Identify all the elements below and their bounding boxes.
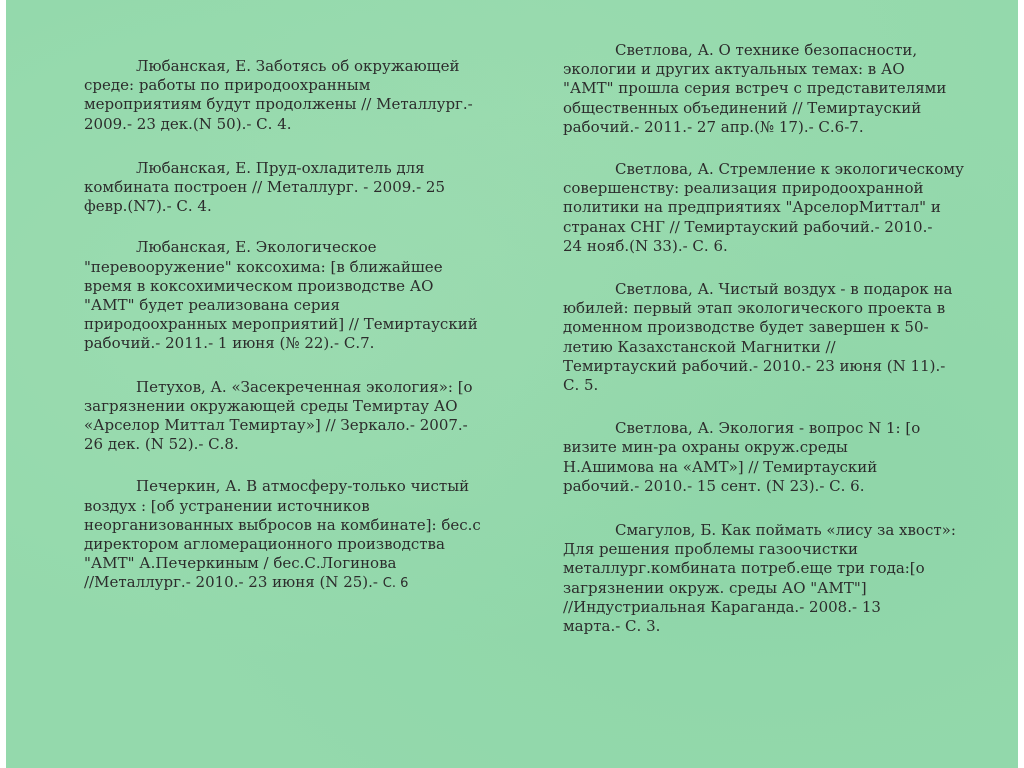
entry-line: политики на предприятиях "АрселорМиттал" и	[563, 198, 941, 217]
entry-line: //Металлург.- 2010.- 23 июня (N 25).-	[84, 573, 383, 592]
bibliography-entry	[563, 521, 983, 636]
entry-line: Печеркин, А. В атмосферу-только чистый	[136, 477, 470, 496]
entry-line: марта.- С. 3.	[563, 617, 661, 636]
entry-line: Смагулов, Б. Как поймать «лису за хвост»:	[615, 521, 956, 540]
entry-line: "перевооружение" коксохима: [в ближайшее	[84, 257, 443, 276]
entry-line: воздух : [об устранении источников	[84, 496, 370, 515]
entry-line: летию Казахстанской Магнитки //	[563, 337, 836, 356]
entry-line: «Арселор Миттал Темиртау»] // Зеркало.- 2007.-	[84, 416, 468, 435]
entry-line: экологии и других актуальных темах: в АО	[563, 60, 905, 79]
bibliography-entry	[84, 477, 484, 593]
entry-line: С. 5.	[563, 376, 599, 395]
entry-line: Темиртауский рабочий.- 2010.- 23 июня (N 11).-	[563, 356, 946, 375]
entry-line: Любанская, Е. Заботясь об окружающей	[136, 57, 460, 75]
entry-line: загрязнении окруж. среды АО "АМТ"]	[563, 578, 867, 597]
entry-line: рабочий.- 2011.- 1 июня (№ 22).- С.7.	[84, 334, 375, 353]
entry-line: неорганизованных выбросов на комбинате]: бес.с	[84, 515, 481, 534]
entry-line: загрязнении окружающей среды Темиртау АО	[84, 396, 458, 415]
bibliography-entry	[84, 238, 484, 353]
entry-line: юбилей: первый этап экологического проекта в	[563, 299, 946, 318]
entry-line: "АМТ" А.Печеркиным / бес.С.Логинова	[84, 554, 397, 573]
entry-line: //Индустриальная Караганда.- 2008.- 13	[563, 597, 881, 616]
entry-line: Любанская, Е. Экологическое	[136, 238, 377, 257]
entry-line: общественных объединений // Темиртауский	[563, 98, 922, 117]
entry-line: Светлова, А. Экология - вопрос N 1: [о	[615, 419, 921, 438]
entry-line: Светлова, А. Стремление к экологическому	[615, 160, 964, 179]
entry-line: металлург.комбината потреб.еще три года:[о	[563, 559, 925, 578]
entry-line: визите мин-ра охраны окруж.среды	[563, 438, 848, 457]
entry-line: странах СНГ // Темиртауский рабочий.- 2010.-	[563, 217, 933, 236]
entry-line: Для решения проблемы газоочистки	[563, 540, 858, 559]
entry-line: Петухов, А. «Засекреченная экология»: [о	[136, 377, 473, 396]
entry-line: февр.(N7).- С. 4.	[84, 197, 212, 216]
entry-line: комбината построен // Металлург. - 2009.- 25	[84, 178, 445, 197]
entry-line: 24 нояб.(N 33).- С. 6.	[563, 236, 728, 255]
entry-line: время в коксохимическом производстве АО	[84, 276, 434, 295]
bibliography-entry	[84, 159, 484, 217]
bibliography-entry	[84, 57, 484, 134]
entry-line: Любанская, Е. Пруд-охладитель для	[136, 158, 425, 177]
right-column	[563, 0, 983, 661]
entry-page-tail: С. 6	[382, 576, 409, 592]
entry-line: мероприятиям будут продолжены // Металлург.-	[84, 95, 473, 114]
entry-line: доменном производстве будет завершен к 50-	[563, 318, 929, 337]
entry-line: 2009.- 23 дек.(N 50).- С. 4.	[84, 114, 292, 133]
entry-line: "АМТ" будет реализована серия	[84, 296, 340, 315]
bibliography-entry	[563, 160, 983, 256]
entry-line: "АМТ" прошла серия встреч с представителями	[563, 79, 947, 98]
bibliography-entry	[84, 378, 484, 455]
left-column	[84, 0, 484, 619]
slide-background	[6, 0, 1018, 768]
bibliography-entry	[563, 419, 983, 496]
entry-line: рабочий.- 2010.- 15 сент. (N 23).- С. 6.	[563, 476, 865, 495]
bibliography-entry	[563, 41, 983, 137]
entry-line: Н.Ашимова на «АМТ»] // Темиртауский	[563, 457, 878, 476]
bibliography-entry	[563, 280, 983, 395]
entry-line: среде: работы по природоохранным	[84, 76, 371, 95]
entry-line: директором агломерационного производства	[84, 535, 445, 554]
entry-line: Светлова, А. Чистый воздух - в подарок на	[615, 280, 953, 299]
entry-line: рабочий.- 2011.- 27 апр.(№ 17).- С.6-7.	[563, 117, 864, 136]
entry-line: Светлова, А. О технике безопасности,	[615, 41, 918, 59]
entry-line: 26 дек. (N 52).- С.8.	[84, 435, 239, 454]
entry-line: совершенству: реализация природоохранной	[563, 179, 924, 198]
entry-line: природоохранных мероприятий] // Темиртауский	[84, 315, 478, 334]
